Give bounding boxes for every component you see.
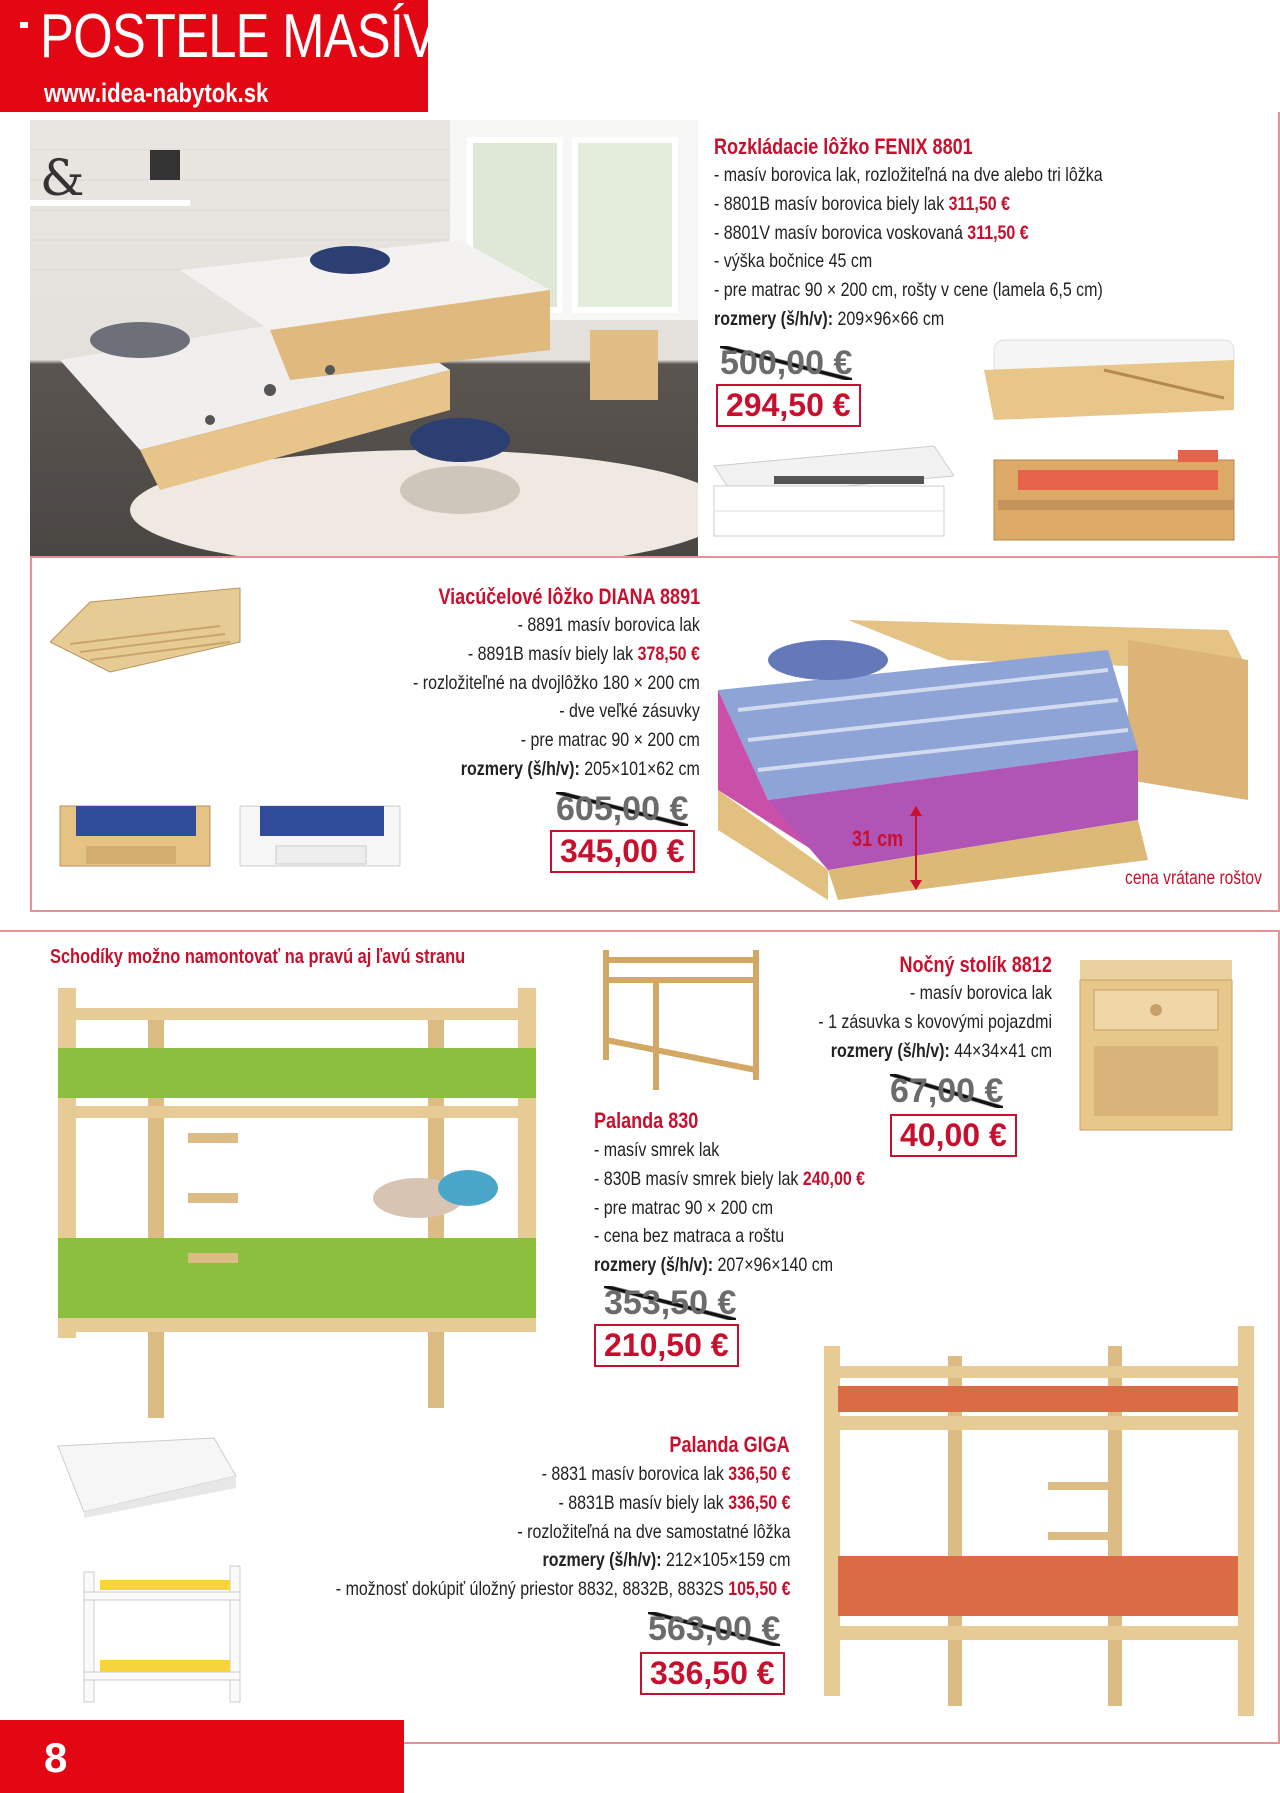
diana-height-label: 31 cm [852, 826, 904, 851]
palanda830-spec-3: - pre matrac 90 × 200 cm [594, 1196, 774, 1219]
palanda830-specs [594, 1136, 865, 1280]
nocny-spec-1: - masív borovica lak [909, 982, 1052, 1004]
divider-left [30, 556, 32, 912]
nocny-new-price: 40,00 € [890, 1114, 1017, 1157]
divider-2 [30, 910, 1280, 912]
fenix-dimensions: rozmery (š/h/v): 209×96×66 cm [714, 307, 945, 330]
giga-old-price: 563,00 € [648, 1610, 781, 1648]
giga-dimensions: rozmery (š/h/v): 212×105×159 cm [542, 1549, 790, 1572]
giga-spec-3: - rozložiteľná na dve samostatné lôžka [516, 1520, 790, 1543]
page-number: 8 [44, 1734, 68, 1781]
fenix-specs [714, 161, 1103, 334]
palanda830-old-price: 353,50 € [604, 1284, 737, 1322]
fenix-spec-1: - masív borovica lak, rozložiteľná na dve alebo tri lôžka [714, 164, 1103, 186]
giga-spec-2: - 8831B masív biely lak 336,50 € [558, 1491, 790, 1514]
page-title: POSTELE MASÍV [40, 2, 437, 71]
page-number-bar [0, 1720, 404, 1793]
diana-frame-photo [50, 582, 246, 688]
giga-new-price: 336,50 € [640, 1652, 785, 1695]
title-wrap [40, 2, 523, 71]
diana-spec-2: - 8891B masív biely lak 378,50 € [468, 642, 700, 665]
palanda830-new-price: 210,50 € [594, 1324, 739, 1367]
diana-specs [413, 611, 700, 784]
stairs-caption: Schodíky možno namontovať na pravú aj ľavú stranu [50, 946, 466, 968]
diana-spec-3: - rozložiteľné na dvojlôžko 180 × 200 cm [413, 671, 700, 694]
diana-spec-4: - dve veľké zásuvky [559, 700, 700, 723]
header-banner [0, 0, 437, 112]
palanda830-dimensions: rozmery (š/h/v): 207×96×140 cm [594, 1254, 834, 1277]
diana-spec-5: - pre matrac 90 × 200 cm [520, 729, 700, 752]
palanda830-spec-2: - 830B masív smrek biely lak 240,00 € [594, 1167, 866, 1190]
nocny-specs [818, 979, 1052, 1065]
palanda830-spec-1: - masív smrek lak [594, 1139, 720, 1161]
diana-note: cena vrátane roštov [1125, 868, 1262, 889]
fenix-old-price: 500,00 € [720, 344, 853, 382]
nocny-old-price: 67,00 € [890, 1072, 1004, 1110]
diana-wood-photo [56, 786, 216, 896]
diana-title: Viacúčelové lôžko DIANA 8891 [438, 584, 700, 609]
giga-drawer-photo [54, 1436, 240, 1518]
giga-specs [335, 1460, 790, 1604]
fenix-product-white-bed [984, 310, 1248, 422]
nocny-dimensions: rozmery (š/h/v): 44×34×41 cm [830, 1039, 1052, 1062]
fenix-new-price: 294,50 € [716, 384, 861, 427]
diana-spec-1: - 8891 masív borovica lak [517, 614, 700, 636]
diana-dimensions: rozmery (š/h/v): 205×101×62 cm [460, 757, 700, 780]
giga-spec-1: - 8831 masív borovica lak 336,50 € [541, 1463, 790, 1485]
menu-icon [20, 22, 28, 28]
divider-bottom [404, 1742, 1280, 1744]
diana-new-price: 345,00 € [550, 830, 695, 873]
palanda830-photo [48, 978, 576, 1422]
giga-spec-5: - možnosť dokúpiť úložný priestor 8832, 8832B, 8832S 105,50 € [335, 1578, 790, 1601]
site-url[interactable]: www.idea-nabytok.sk [44, 78, 269, 108]
fenix-spec-4: - výška bočnice 45 cm [714, 250, 873, 273]
giga-title: Palanda GIGA [669, 1432, 790, 1457]
nocny-title: Nočný stolík 8812 [899, 952, 1052, 977]
nocny-photo [1070, 950, 1242, 1140]
fenix-spec-2: - 8801B masív borovica biely lak 311,50 € [714, 192, 1011, 215]
diana-main-photo [708, 600, 1260, 900]
fenix-room-illustration [30, 120, 698, 556]
divider-3 [0, 930, 1280, 932]
giga-photo [818, 1326, 1262, 1720]
fenix-title: Rozkládacie lôžko FENIX 8801 [714, 134, 973, 159]
giga-white-photo [80, 1562, 246, 1706]
diana-old-price: 605,00 € [556, 790, 689, 828]
diana-white-photo [236, 786, 406, 896]
nocny-spec-2: - 1 zásuvka s kovovými pojazdmi [818, 1010, 1052, 1033]
palanda830-spec-4: - cena bez matraca a roštu [594, 1225, 785, 1248]
palanda830-frame-photo [596, 940, 766, 1104]
fenix-product-white [704, 436, 954, 548]
fenix-spec-3: - 8801V masív borovica voskovaná 311,50 € [714, 221, 1029, 244]
palanda830-title: Palanda 830 [594, 1108, 699, 1133]
svg-text:&: & [40, 149, 85, 207]
fenix-spec-5: - pre matrac 90 × 200 cm, rošty v cene (lamela 6,5 cm) [714, 279, 1103, 302]
fenix-product-wood [988, 440, 1248, 564]
fenix-room-photo [30, 120, 698, 556]
